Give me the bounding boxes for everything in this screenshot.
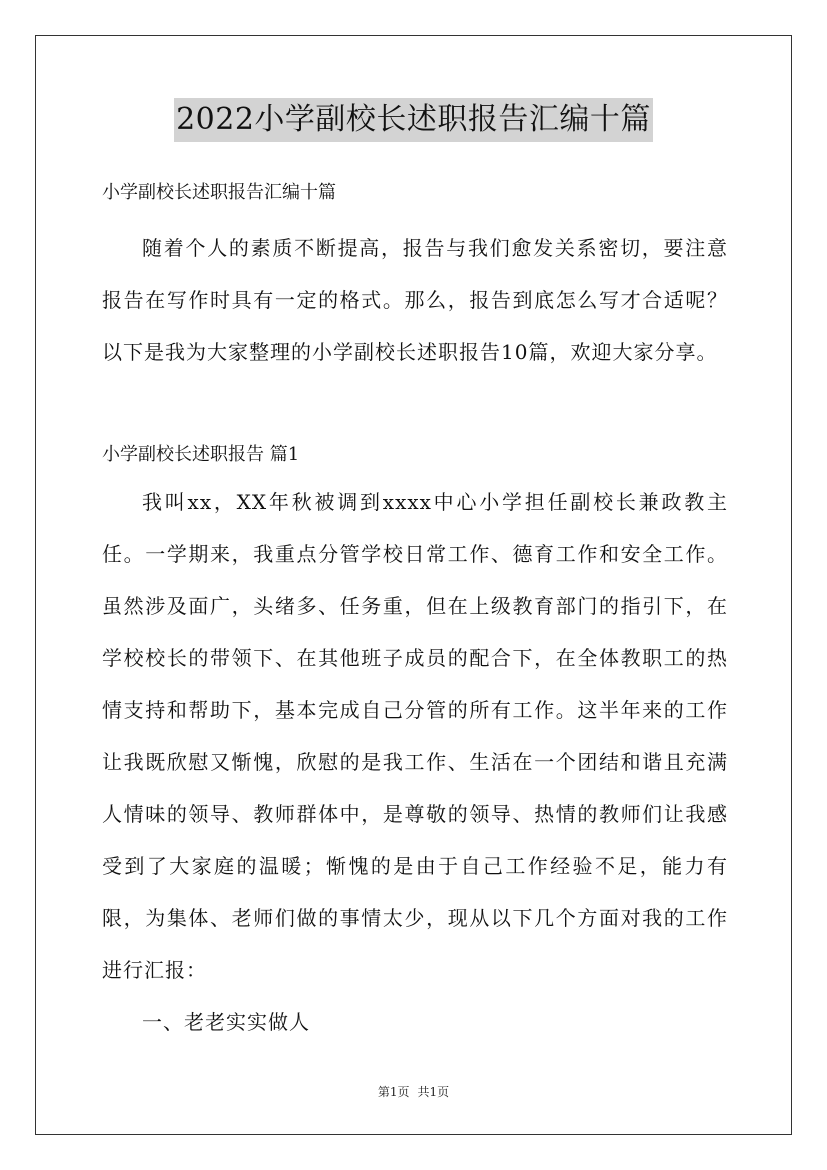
paragraph-spacer xyxy=(102,378,728,434)
section-paragraph: 我叫xx，XX年秋被调到xxxx中心小学担任副校长兼政教主任。一学期来，我重点分管学校日常工作、德育工作和安全工作。虽然涉及面广，头绪多、任务重，但在上级教育部门的指引下，在学校校长的带领下、在其他班子成员的配合下，在全体教职工的热情支持和帮助下，基本完成自己分管的所有工作。这半年来的工作让我既欣慰又惭愧，欣慰的是我工作、生活在一个团结和谐且充满人情味的领导、教师群体中，是尊敬的领导、热情的教师们让我感受到了大家庭的温暖；惭愧的是由于自己工作经验不足，能力有限，为集体、老师们做的事情太少，现从以下几个方面对我的工作进行汇报： xyxy=(102,490,728,982)
intro-paragraph: 随着个人的素质不断提高，报告与我们愈发关系密切，要注意报告在写作时具有一定的格式。那么，报告到底怎么写才合适呢？以下是我为大家整理的小学副校长述职报告10篇，欢迎大家分享。 xyxy=(102,236,728,364)
point-heading: 一、老老实实做人 xyxy=(142,1010,310,1034)
document-body xyxy=(102,172,728,1048)
page-total: 共1页 xyxy=(417,1085,450,1099)
title-container xyxy=(0,98,827,142)
page-number: 第1页 xyxy=(377,1085,410,1099)
document-title: 2022小学副校长述职报告汇编十篇 xyxy=(174,98,653,142)
document-subtitle: 小学副校长述职报告汇编十篇 xyxy=(102,182,336,203)
section-heading: 小学副校长述职报告 篇1 xyxy=(102,444,300,465)
page-footer xyxy=(0,1084,827,1100)
